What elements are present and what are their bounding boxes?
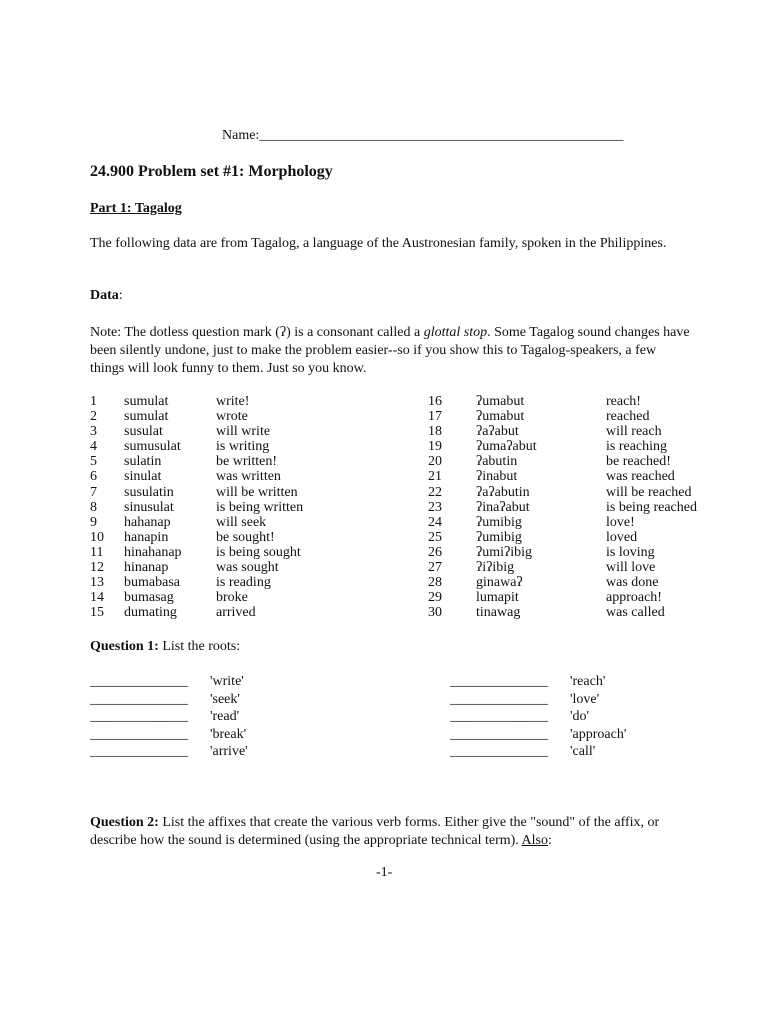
data-num: 4 (90, 439, 97, 455)
question2-also: Also (521, 833, 548, 848)
data-row (428, 545, 697, 560)
name-blank: ____________________________________________________ (259, 128, 624, 143)
data-row (90, 530, 303, 545)
root-gloss: 'break' (210, 726, 247, 742)
data-row (90, 424, 303, 439)
data-form: sumulat (124, 394, 169, 409)
data-gloss: was called (606, 605, 665, 621)
data-form: sumusulat (124, 439, 181, 455)
root-item (450, 708, 626, 726)
roots-list-right (450, 673, 626, 761)
root-item (90, 743, 248, 761)
root-item (450, 673, 626, 691)
data-row (428, 424, 697, 439)
data-num: 18 (428, 424, 442, 440)
data-form: dumating (124, 605, 177, 621)
data-row (90, 590, 303, 605)
data-label-colon: : (118, 288, 123, 303)
data-row (428, 409, 697, 424)
data-row (428, 590, 697, 605)
data-gloss: will write (216, 424, 271, 440)
root-item (90, 691, 248, 709)
data-label (90, 288, 123, 304)
data-num: 13 (90, 575, 104, 591)
data-form: ʔumabut (476, 409, 525, 425)
data-gloss: reached (606, 409, 650, 425)
data-gloss: was done (606, 575, 659, 591)
data-num: 27 (428, 560, 442, 576)
root-blank: ______________ (90, 674, 188, 689)
data-num: 8 (90, 499, 97, 515)
data-form: sumulat (124, 409, 169, 425)
data-form: ʔumibig (476, 514, 522, 530)
root-gloss: 'read' (210, 709, 240, 725)
data-row (90, 605, 303, 620)
root-blank: ______________ (90, 709, 188, 725)
note-text-a: Note: The dotless question mark (ʔ) is a consonant called a (90, 325, 424, 340)
data-gloss: be written! (216, 454, 278, 470)
data-gloss: loved (606, 529, 638, 545)
root-blank: ______________ (450, 674, 548, 689)
data-row (90, 454, 303, 469)
data-gloss: is loving (606, 544, 655, 560)
data-gloss: wrote (216, 409, 248, 425)
data-gloss: was reached (606, 469, 675, 485)
data-form: sinulat (124, 469, 162, 485)
root-item (90, 726, 248, 744)
root-blank: ______________ (450, 726, 548, 742)
data-form: hinahanap (124, 544, 182, 560)
data-num: 22 (428, 484, 442, 500)
data-num: 24 (428, 514, 442, 530)
root-gloss: 'reach' (570, 674, 606, 689)
data-gloss: be reached! (606, 454, 671, 470)
question2-text: List the affixes that create the various verb forms. Either give the "sound" of the affix, or describe how the sound is determined (using the appropriate technical term). (90, 815, 660, 848)
data-form: ʔiʔibig (476, 560, 515, 576)
data-row (90, 394, 303, 409)
data-row (428, 575, 697, 590)
data-form: bumasag (124, 590, 174, 606)
data-gloss: is being sought (216, 544, 301, 560)
data-num: 21 (428, 469, 442, 485)
data-num: 28 (428, 575, 442, 591)
note-glottal-stop: glottal stop (423, 325, 488, 340)
root-item (90, 673, 248, 691)
data-gloss: broke (216, 590, 248, 606)
part1-intro: The following data are from Tagalog, a language of the Austronesian family, spoken in the Philippines. (90, 236, 667, 251)
data-gloss: approach! (606, 590, 662, 606)
data-num: 6 (90, 469, 97, 485)
root-gloss: 'do' (570, 709, 590, 725)
data-row (90, 545, 303, 560)
document-title: 24.900 Problem set #1: Morphology (90, 163, 333, 180)
data-gloss: will seek (216, 514, 267, 530)
root-blank: ______________ (90, 726, 188, 742)
root-blank: ______________ (450, 691, 548, 707)
data-row (90, 500, 303, 515)
root-blank: ______________ (450, 709, 548, 725)
data-gloss: will reach (606, 424, 662, 440)
data-num: 26 (428, 544, 442, 560)
data-form: ʔumaʔabut (476, 439, 537, 455)
data-num: 9 (90, 514, 97, 530)
data-gloss: is writing (216, 439, 270, 455)
data-row (428, 560, 697, 575)
data-form: sulatin (124, 454, 162, 470)
data-row (90, 409, 303, 424)
data-row (428, 605, 697, 620)
data-num: 3 (90, 424, 97, 440)
data-form: ʔaʔabutin (476, 484, 530, 500)
data-row (90, 575, 303, 590)
data-gloss: is being written (216, 499, 304, 515)
roots-list-left (90, 673, 248, 761)
data-form: hahanap (124, 514, 171, 530)
data-num: 1 (90, 394, 97, 409)
data-num: 15 (90, 605, 104, 621)
root-gloss: 'approach' (570, 726, 627, 742)
data-num: 12 (90, 560, 104, 576)
data-form: susulat (124, 424, 163, 440)
root-gloss: 'love' (570, 691, 600, 707)
data-form: sinusulat (124, 499, 174, 515)
root-blank: ______________ (90, 691, 188, 707)
data-num: 20 (428, 454, 442, 470)
data-row (428, 485, 697, 500)
data-num: 29 (428, 590, 442, 606)
root-gloss: 'write' (210, 674, 244, 689)
data-gloss: will be reached (606, 484, 692, 500)
data-form: ʔabutin (476, 454, 518, 470)
data-form: lumapit (476, 590, 519, 606)
data-form: ʔumibig (476, 529, 522, 545)
data-row (428, 439, 697, 454)
data-table-left (90, 394, 303, 620)
data-gloss: is being reached (606, 499, 697, 515)
data-form: ʔinabut (476, 469, 518, 485)
root-item (450, 743, 626, 761)
data-row (428, 469, 697, 484)
data-row (90, 469, 303, 484)
data-form: ʔaʔabut (476, 424, 519, 440)
data-form: susulatin (124, 484, 174, 500)
data-gloss: arrived (216, 605, 256, 621)
root-item (90, 708, 248, 726)
data-num: 7 (90, 484, 97, 500)
data-num: 10 (90, 529, 104, 545)
data-num: 19 (428, 439, 442, 455)
data-num: 2 (90, 409, 97, 425)
data-num: 11 (90, 544, 104, 560)
question2-also-colon: : (548, 833, 552, 848)
data-num: 23 (428, 499, 442, 515)
root-item (450, 691, 626, 709)
data-gloss: reach! (606, 394, 641, 409)
data-form: bumabasa (124, 575, 180, 591)
data-num: 5 (90, 454, 97, 470)
name-field-line (222, 128, 623, 144)
data-form: tinawag (476, 605, 521, 621)
data-gloss: write! (216, 394, 250, 409)
question2 (90, 814, 690, 850)
question1 (90, 639, 240, 655)
data-row (428, 394, 697, 409)
data-num: 14 (90, 590, 104, 606)
data-row (428, 530, 697, 545)
root-item (450, 726, 626, 744)
note-text-b: . Some Tagalog sound changes have been silently undone, just to make the problem easier--so if you show this to Tagalog-speakers, a few things will look funny to them. Just so you know. (90, 325, 690, 376)
part1-heading: Part 1: Tagalog (90, 201, 182, 216)
data-gloss: will be written (216, 484, 298, 500)
data-gloss: will love (606, 560, 656, 576)
data-gloss: is reaching (606, 439, 668, 455)
data-gloss: is reading (216, 575, 271, 591)
data-gloss: be sought! (216, 529, 275, 545)
data-num: 16 (428, 394, 442, 409)
data-num: 17 (428, 409, 442, 425)
data-table-right (428, 394, 697, 620)
note-paragraph (90, 324, 690, 378)
root-gloss: 'arrive' (210, 744, 248, 760)
data-row (428, 454, 697, 469)
data-gloss: was written (216, 469, 281, 485)
data-num: 25 (428, 529, 442, 545)
data-row (428, 515, 697, 530)
data-form: hanapin (124, 529, 169, 545)
data-form: ʔinaʔabut (476, 499, 530, 515)
root-gloss: 'call' (570, 744, 596, 760)
data-gloss: was sought (216, 560, 279, 576)
data-row (90, 485, 303, 500)
root-blank: ______________ (450, 744, 548, 760)
question2-label: Question 2: (90, 815, 159, 830)
data-form: hinanap (124, 560, 169, 576)
question1-text: List the roots: (158, 639, 241, 654)
page-number: -1- (376, 865, 393, 880)
data-row (90, 439, 303, 454)
root-gloss: 'seek' (210, 691, 240, 707)
question1-label: Question 1: (90, 639, 159, 654)
data-row (428, 500, 697, 515)
data-form: ʔumiʔibig (476, 544, 532, 560)
data-label-text: Data (90, 288, 119, 303)
data-form: ʔumabut (476, 394, 525, 409)
data-row (90, 560, 303, 575)
data-gloss: love! (606, 514, 635, 530)
data-row (90, 515, 303, 530)
name-label: Name: (222, 128, 260, 143)
data-num: 30 (428, 605, 442, 621)
data-form: ginawaʔ (476, 575, 523, 591)
root-blank: ______________ (90, 744, 188, 760)
